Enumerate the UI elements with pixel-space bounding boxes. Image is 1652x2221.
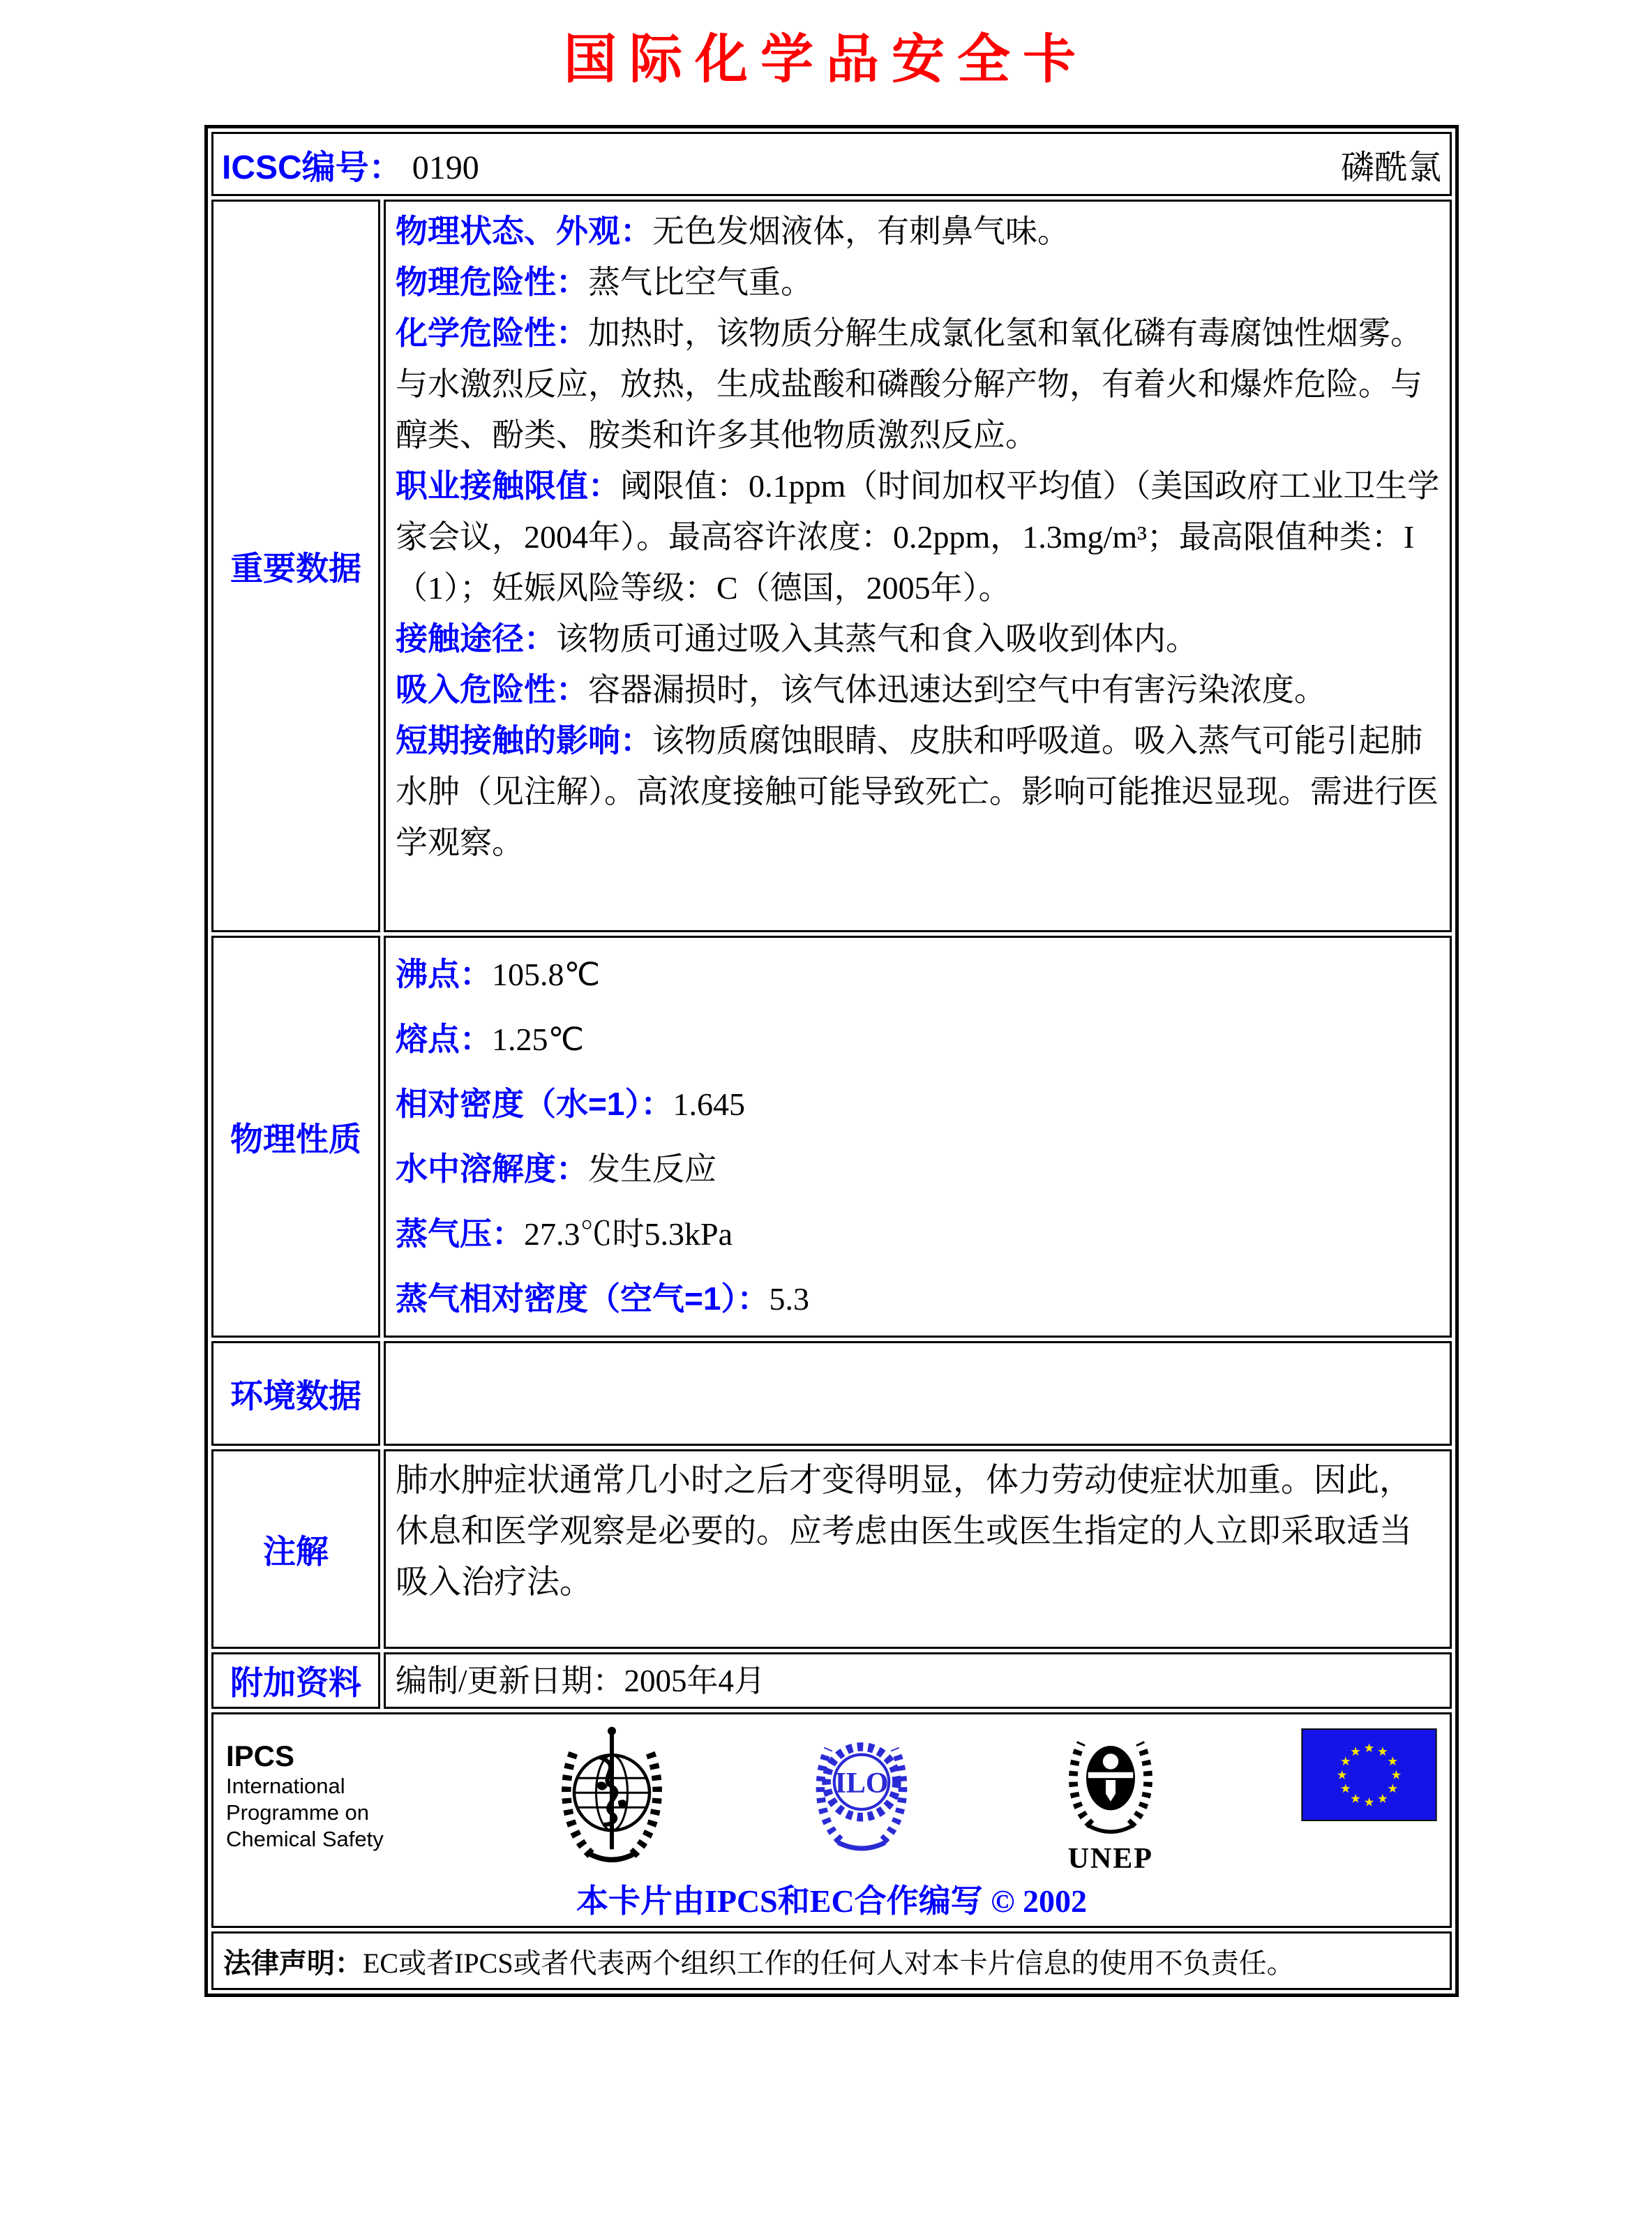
ipcs-title: IPCS	[226, 1740, 295, 1772]
icsc-number-group	[222, 140, 479, 188]
section-label-environmental-data: 环境数据	[230, 1377, 361, 1414]
ipcs-subtitle-line3: Chemical Safety	[226, 1827, 384, 1851]
entry-chemical-hazard: 化学危险性：加热时，该物质分解生成氯化氢和氧化磷有毒腐蚀性烟雾。与水激烈反应，放热，生成盐酸和磷酸分解产物，有着火和爆炸危险。与醇类、酚类、胺类和许多其他物质激烈反应。	[396, 315, 1422, 453]
icsc-number-row	[211, 132, 1452, 196]
safety-card	[204, 125, 1459, 1997]
svg-text:★: ★	[1377, 1792, 1388, 1807]
ipcs-subtitle-line1: International	[226, 1774, 345, 1798]
entry-melting-point: 熔点：1.25℃	[396, 1021, 585, 1057]
section-label-additional-info: 附加资料	[230, 1664, 361, 1701]
important-data-content	[384, 200, 1452, 932]
entry-vapor-pressure: 蒸气压：27.3℃时5.3kPa	[396, 1216, 733, 1252]
card-table	[208, 128, 1455, 1994]
svg-text:★: ★	[1387, 1755, 1399, 1770]
svg-text:★: ★	[1336, 1768, 1348, 1783]
update-date-text: 编制/更新日期：2005年4月	[396, 1663, 766, 1698]
entry-physical-state: 物理状态、外观：无色发烟液体，有刺鼻气味。	[396, 213, 1069, 249]
credit-text: 本卡片由IPCS和EC合作编写	[576, 1883, 983, 1919]
svg-text:★: ★	[1390, 1768, 1402, 1783]
svg-text:★: ★	[1377, 1744, 1388, 1759]
entry-boiling-point: 沸点：105.8℃	[396, 956, 601, 992]
additional-info-row	[211, 1652, 1452, 1709]
unep-block	[1048, 1721, 1173, 1876]
chemical-name: 磷酰氯	[1340, 149, 1441, 186]
notes-row	[211, 1449, 1452, 1649]
important-data-row	[211, 200, 1452, 932]
notes-content	[384, 1449, 1452, 1649]
ilo-letters: ILO	[834, 1767, 889, 1800]
icsc-number-value: 0190	[412, 149, 479, 186]
svg-text:★: ★	[1350, 1792, 1361, 1807]
notes-text: 肺水肿症状通常几小时之后才变得明显，体力劳动使症状加重。因此，休息和医学观察是必要的。应考虑由医生或医生指定的人立即采取适当吸入治疗法。	[396, 1463, 1412, 1601]
section-label-notes: 注解	[263, 1532, 329, 1570]
legal-notice-row	[211, 1931, 1452, 1990]
icsc-number-label: ICSC编号：	[222, 149, 403, 186]
svg-text:★: ★	[1339, 1782, 1351, 1797]
physical-properties-row	[211, 936, 1452, 1338]
entry-relative-density: 相对密度（水=1）：1.645	[396, 1086, 745, 1122]
eu-flag-icon	[1301, 1728, 1437, 1821]
environmental-data-content	[384, 1341, 1452, 1446]
svg-text:★: ★	[1339, 1755, 1351, 1770]
legal-notice-text: EC或者IPCS或者代表两个组织工作的任何人对本卡片信息的使用不负责任。	[363, 1947, 1295, 1979]
environmental-data-row	[211, 1341, 1452, 1446]
unep-emblem-icon	[1052, 1721, 1169, 1839]
legal-notice-label: 法律声明：	[223, 1947, 363, 1979]
entry-inhalation-risk: 吸入危险性：容器漏损时，该气体迅速达到空气中有害污染浓度。	[396, 671, 1326, 708]
ilo-emblem-icon	[803, 1721, 920, 1853]
unep-caption: UNEP	[1067, 1843, 1153, 1875]
credit-line	[226, 1876, 1437, 1922]
ipcs-subtitle-line2: Programme on	[226, 1800, 370, 1825]
section-label-important-data: 重要数据	[230, 549, 361, 587]
svg-text:★: ★	[1363, 1741, 1375, 1756]
section-label-physical-properties: 物理性质	[230, 1120, 361, 1158]
svg-text:★: ★	[1387, 1782, 1399, 1797]
entry-occupational-exposure-limit: 职业接触限值：阈限值：0.1ppm（时间加权平均值）（美国政府工业卫生学家会议，2004年）。最高容许浓度：0.2ppm，1.3mg/m³；最高限值种类：I（1）；妊娠风险等级：C（德国，2005年）。	[396, 468, 1440, 606]
entry-exposure-route: 接触途径：该物质可通过吸入其蒸气和食入吸收到体内。	[396, 620, 1198, 657]
entry-water-solubility: 水中溶解度：发生反应	[396, 1151, 716, 1187]
entry-vapor-relative-density: 蒸气相对密度（空气=1）：5.3	[396, 1280, 809, 1317]
entry-short-term-effects: 短期接触的影响：该物质腐蚀眼睛、皮肤和呼吸道。吸入蒸气可能引起肺水肿（见注解）。高浓度接触可能导致死亡。影响可能推迟显现。需进行医学观察。	[396, 722, 1439, 860]
logos-row	[211, 1712, 1452, 1928]
physical-properties-content	[384, 936, 1452, 1338]
additional-info-content	[384, 1652, 1452, 1709]
svg-text:★: ★	[1363, 1795, 1375, 1810]
copyright-text: © 2002	[991, 1883, 1088, 1919]
entry-physical-hazard: 物理危险性：蒸气比空气重。	[396, 264, 813, 300]
svg-text:★: ★	[1350, 1744, 1361, 1759]
page-title: 国际化学品安全卡	[564, 28, 1088, 90]
who-emblem-icon	[549, 1721, 675, 1863]
ipcs-block	[226, 1721, 421, 1853]
